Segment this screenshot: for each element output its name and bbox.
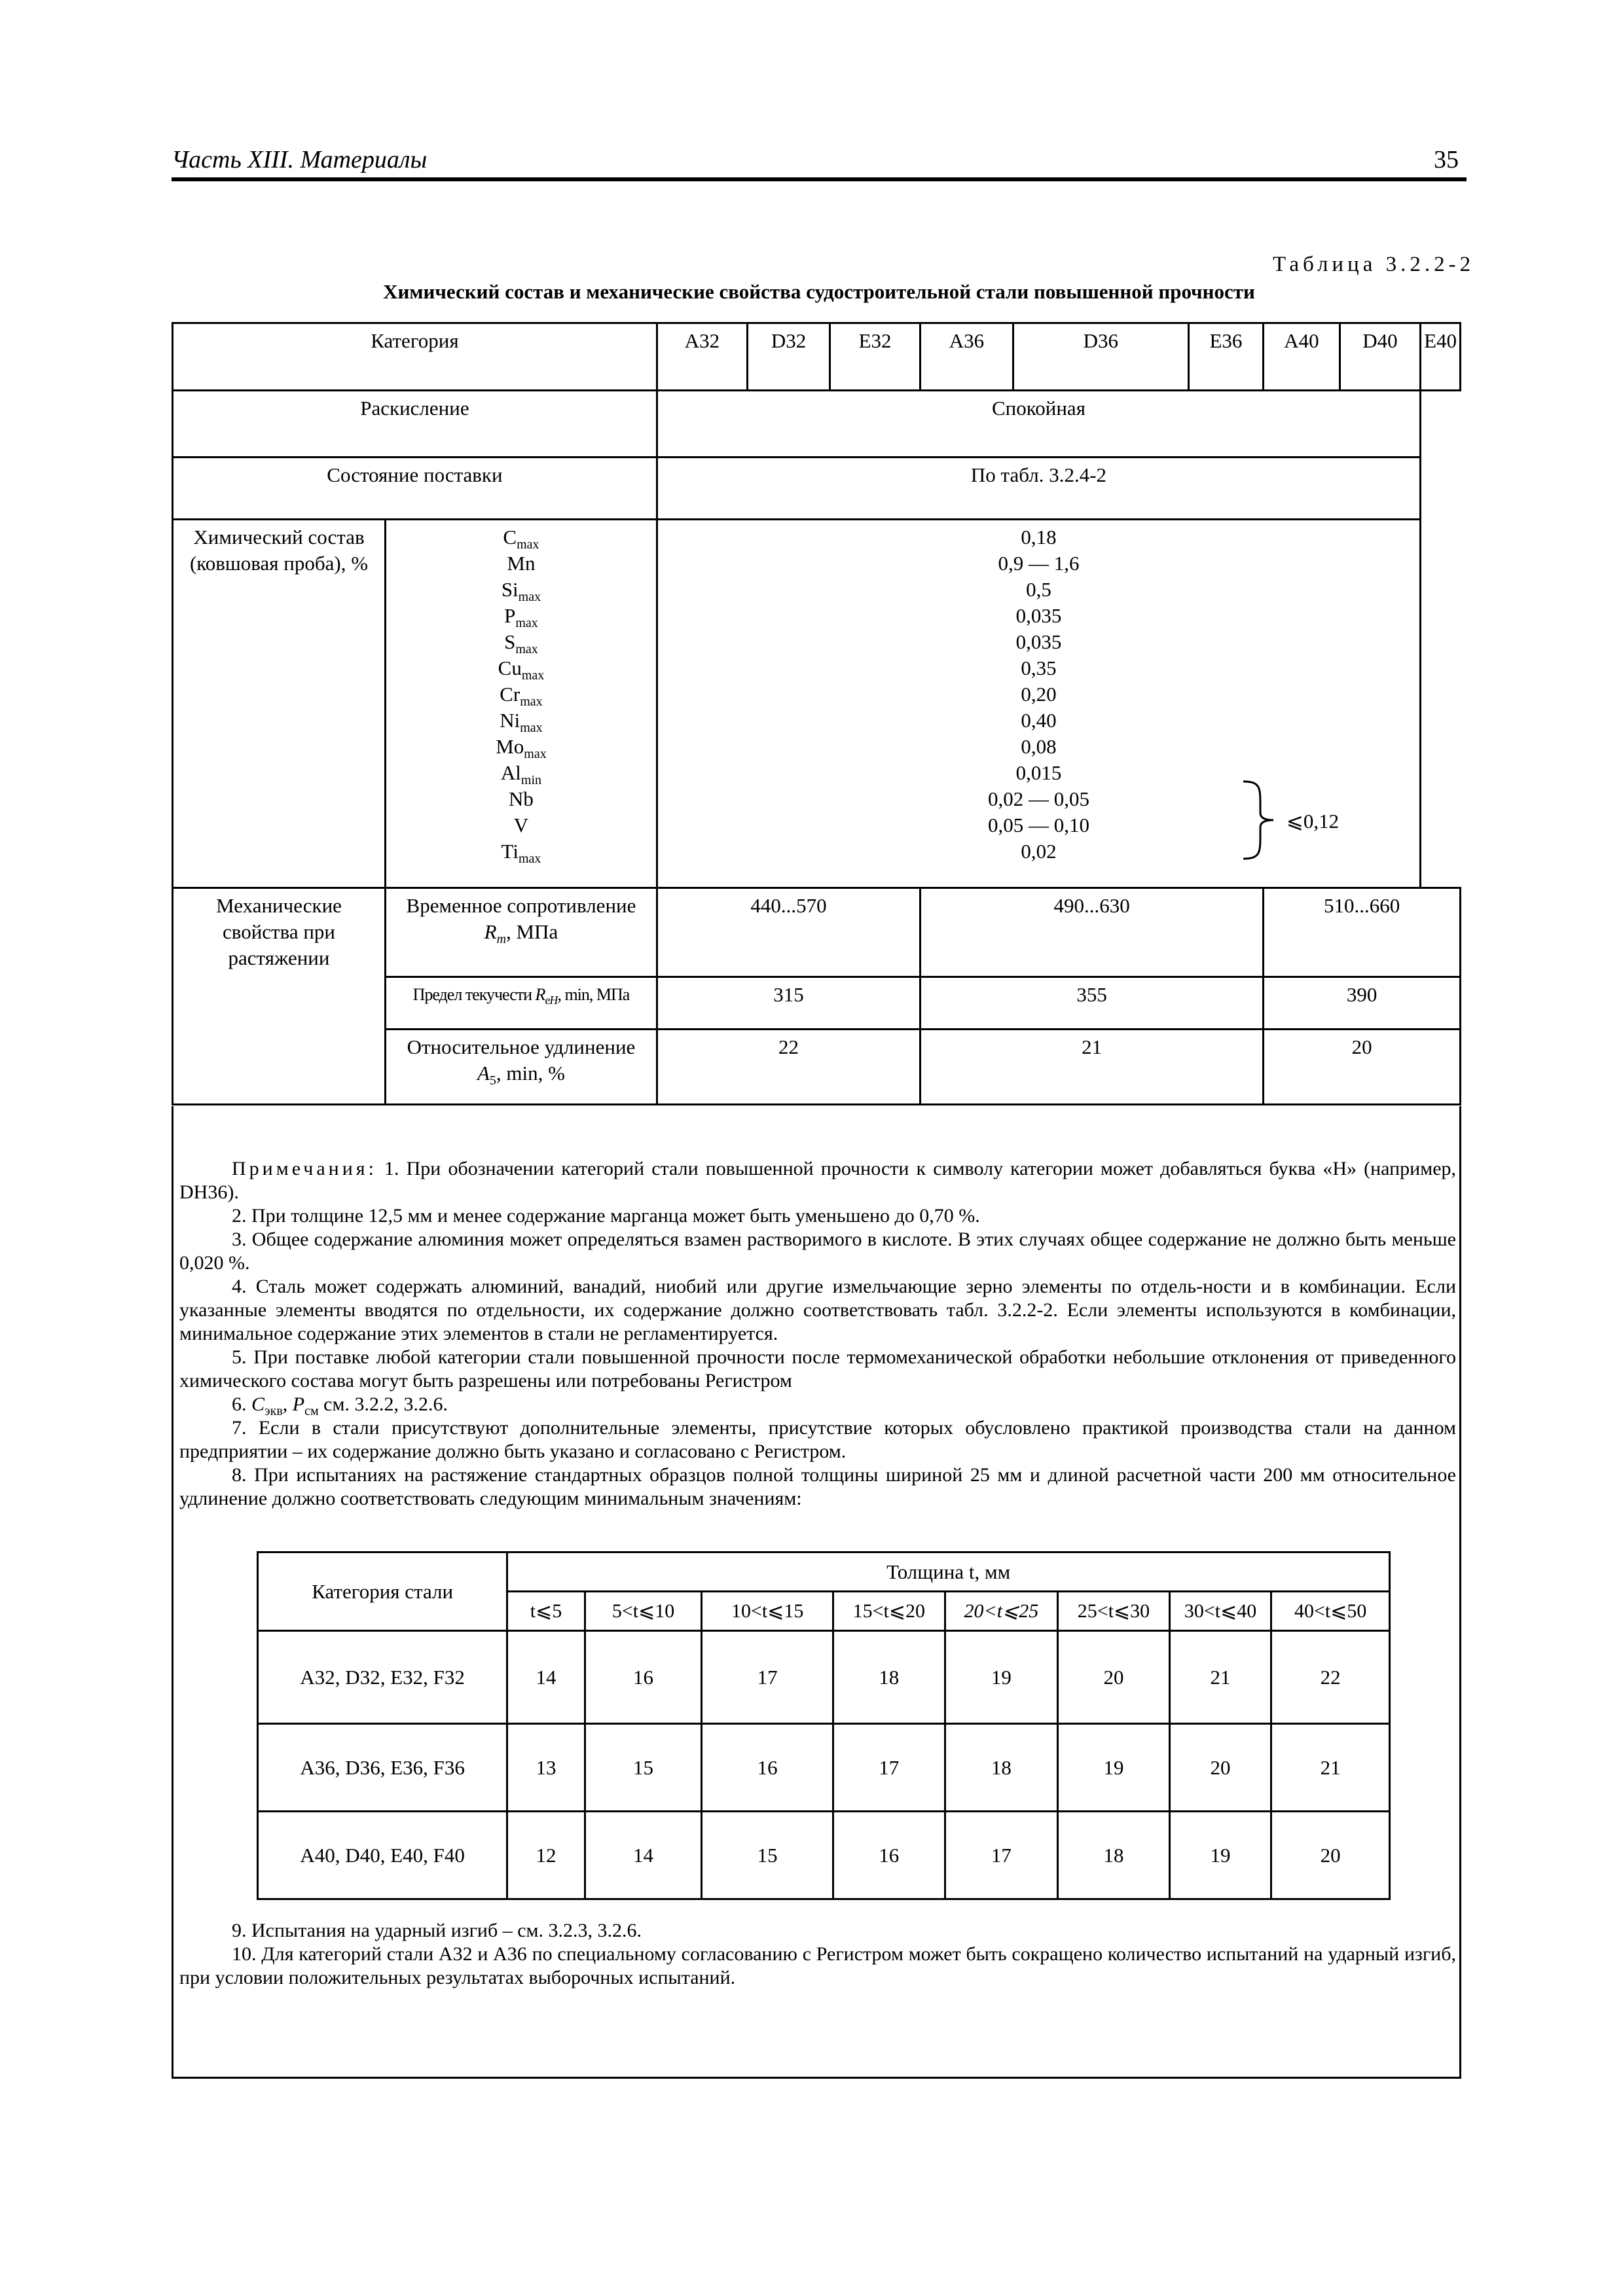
note-3-text: 3. Общее содержание алюминия может определяться взамен растворимого в кислоте. В этих случаях общее содержание не должно быть меньше 0,020 %. — [179, 1229, 1456, 1274]
elongation-value: 19 — [1058, 1724, 1170, 1812]
elongation-value: 13 — [507, 1724, 585, 1812]
element-subscript: max — [521, 668, 545, 683]
running-header-title: Часть XIII. Материалы — [172, 146, 428, 173]
category-row — [173, 323, 1461, 391]
element-symbol: Cr — [500, 683, 520, 706]
table-row — [258, 1724, 1390, 1812]
curly-brace-icon — [1241, 779, 1280, 861]
chem-value: 0,02 — 0,05 — [987, 787, 1089, 810]
tensile-value: 440...570 — [657, 888, 920, 977]
yield-value: 315 — [657, 977, 920, 1030]
chem-value: 0,20 — [1021, 683, 1057, 706]
chem-element — [389, 524, 653, 550]
properties-table — [172, 322, 1461, 1105]
note-2-text: 2. При толщине 12,5 мм и менее содержание марганца может быть уменьшено до 0,70 %. — [232, 1205, 980, 1227]
chem-element — [389, 681, 653, 708]
elongation-value: 22 — [1271, 1631, 1390, 1724]
elongation-value: 18 — [1058, 1812, 1170, 1899]
elongation-value: 19 — [945, 1631, 1058, 1724]
category-cell: D36 — [1013, 323, 1188, 391]
deoxidation-label: Раскисление — [173, 391, 657, 457]
element-symbol: V — [513, 814, 529, 836]
tensile-label — [386, 888, 657, 977]
category-cell: E36 — [1188, 323, 1264, 391]
element-symbol: Cu — [498, 656, 522, 679]
steel-category: A40, D40, E40, F40 — [258, 1812, 507, 1899]
note-7-text: 7. Если в стали присутствуют дополнительные элементы, присутствие которых обусловлено практикой производства стали на данном предприятии – их содержание должно быть указано и согласовано с Регистром. — [179, 1417, 1456, 1462]
chem-element — [389, 812, 653, 838]
note-8 — [179, 1463, 1456, 1511]
chem-element — [389, 577, 653, 603]
elongation-value: 16 — [585, 1631, 702, 1724]
page-number: 35 — [1434, 146, 1459, 173]
elongation-value: 16 — [833, 1812, 945, 1899]
table-row — [258, 1631, 1390, 1724]
chem-value: 0,02 — [1021, 840, 1057, 863]
elongation-value: 21 — [1169, 1631, 1271, 1724]
note-4 — [179, 1275, 1456, 1346]
note-8-text: 8. При испытаниях на растяжение стандартных образцов полной толщины шириной 25 мм и длиной расчетной части 200 мм относительное удлинение должно соответствовать следующим минимальным значениям: — [179, 1464, 1456, 1509]
elongation-value: 21 — [1271, 1724, 1390, 1812]
thickness-range: 10<t⩽15 — [702, 1592, 833, 1631]
chem-element — [389, 786, 653, 812]
elongation-thickness-table — [257, 1551, 1391, 1900]
note-6-prefix: 6. — [232, 1393, 251, 1415]
chem-value: 0,035 — [1015, 604, 1062, 627]
note-5-text: 5. При поставке любой категории стали повышенной прочности после термомеханической обработки небольшие отклонения от приведенного химического состава могут быть разрешены или потребованы Регистром — [179, 1346, 1456, 1391]
elongation-value: 17 — [945, 1812, 1058, 1899]
elongation-value: 15 — [702, 1812, 833, 1899]
tensile-subscript: m — [496, 932, 507, 947]
category-cell: D40 — [1340, 323, 1420, 391]
element-subscript: min — [520, 773, 542, 788]
element-symbol: C — [503, 526, 517, 548]
chem-element — [389, 550, 653, 577]
note-4-text: 4. Сталь может содержать алюминий, ванадий, ниобий или другие измельчающие зерно элементы по отдель-ности и в комбинации. Если указанные элементы вводятся по отдельности, их содержание должно соответствовать табл. 3.2.2-2. Если элементы используются в комбинации, минимальное содержание этих элементов в стали не регламентируется. — [179, 1276, 1456, 1344]
elongation-value: 17 — [702, 1631, 833, 1724]
element-list — [389, 524, 653, 865]
chemical-row — [173, 520, 1461, 888]
yield-subscript: eH — [545, 994, 558, 1007]
chem-element — [389, 734, 653, 760]
element-subscript: max — [515, 642, 538, 657]
note-1 — [179, 1157, 1456, 1204]
tensile-text: Временное сопротивление — [406, 894, 636, 917]
element-subscript: max — [518, 852, 541, 867]
element-subscript: max — [518, 590, 541, 605]
table-row — [258, 1812, 1390, 1899]
yield-value: 355 — [921, 977, 1264, 1030]
chem-value: 0,035 — [1015, 630, 1062, 653]
element-subscript: max — [520, 694, 543, 709]
header-rule — [172, 177, 1467, 181]
thickness-range: t⩽5 — [507, 1592, 585, 1631]
elongation-value: 19 — [1169, 1812, 1271, 1899]
table-caption: Таблица 3.2.2-2 — [1273, 253, 1475, 276]
chem-value: 0,35 — [1021, 656, 1057, 679]
mechanical-label: Механические свойства при растяжении — [173, 888, 386, 1105]
note-6-p-symbol: P — [292, 1393, 305, 1415]
chem-value: 0,015 — [1015, 761, 1062, 784]
tensile-unit: , МПа — [506, 920, 558, 943]
element-symbol: S — [504, 630, 516, 653]
chem-value: 0,18 — [1021, 526, 1057, 548]
chem-value: 0,08 — [1021, 735, 1057, 758]
deoxidation-value: Спокойная — [657, 391, 1420, 457]
thickness-range: 20<t⩽25 — [945, 1592, 1058, 1631]
note-10 — [179, 1943, 1456, 1990]
note-6-rest: см. 3.2.2, 3.2.6. — [318, 1393, 448, 1415]
notes-heading: Примечания: — [232, 1158, 377, 1179]
category-label: Категория — [173, 323, 657, 391]
category-cell: A40 — [1264, 323, 1340, 391]
tensile-symbol: R — [484, 920, 497, 943]
category-cell: E40 — [1421, 323, 1461, 391]
yield-unit: , min, МПа — [557, 985, 630, 1004]
elongation-text: Относительное удлинение — [407, 1035, 636, 1058]
supply-label: Состояние поставки — [173, 457, 657, 520]
chem-element — [389, 655, 653, 681]
chem-element — [389, 760, 653, 786]
supply-row — [173, 457, 1461, 520]
element-symbol: Mn — [507, 552, 536, 575]
chem-value: 0,9 — 1,6 — [998, 552, 1080, 575]
elongation-value: 20 — [1058, 1631, 1170, 1724]
deoxidation-row — [173, 391, 1461, 457]
thickness-range: 25<t⩽30 — [1058, 1592, 1170, 1631]
element-subscript: max — [524, 747, 547, 762]
thickness-label: Толщина t, мм — [507, 1552, 1390, 1592]
chemical-values — [657, 520, 1420, 888]
table-title: Химический состав и механические свойства судостроительной стали повышенной прочности — [383, 280, 1255, 303]
chemical-label: Химический состав (ковшовая проба), % — [173, 520, 386, 888]
elongation-value: 18 — [833, 1631, 945, 1724]
element-subscript: max — [517, 537, 539, 552]
element-subscript: max — [515, 616, 538, 631]
element-symbol: Ni — [500, 709, 520, 732]
element-symbol: Mo — [496, 735, 524, 758]
elongation-value: 20 — [1271, 1812, 1390, 1899]
supply-value: По табл. 3.2.4-2 — [657, 457, 1420, 520]
yield-label — [386, 977, 657, 1030]
thickness-range: 15<t⩽20 — [833, 1592, 945, 1631]
yield-value: 390 — [1264, 977, 1461, 1030]
yield-symbol: R — [535, 985, 545, 1004]
element-subscript: max — [520, 721, 543, 736]
note-1-text: 1. При обозначении категорий стали повышенной прочности к символу категории может добавляться буква «Н» (например, DH36). — [179, 1158, 1457, 1203]
steel-category: A36, D36, E36, F36 — [258, 1724, 507, 1812]
chem-element — [389, 603, 653, 629]
thickness-header-row — [258, 1552, 1390, 1592]
chem-element — [389, 629, 653, 655]
elongation-value: 21 — [921, 1030, 1264, 1105]
thickness-range: 40<t⩽50 — [1271, 1592, 1390, 1631]
chem-element — [389, 708, 653, 734]
elongation-value: 17 — [833, 1724, 945, 1812]
note-6-p-subscript: см — [304, 1404, 319, 1418]
thickness-range: 5<t⩽10 — [585, 1592, 702, 1631]
note-6-c-subscript: экв — [264, 1404, 283, 1418]
element-symbol: P — [504, 604, 516, 627]
elongation-subscript: 5 — [489, 1073, 496, 1088]
elongation-value: 20 — [1169, 1724, 1271, 1812]
elongation-value: 14 — [585, 1812, 702, 1899]
element-symbol: Si — [501, 578, 519, 601]
elongation-unit: , min, % — [496, 1062, 565, 1085]
tensile-value: 510...660 — [1264, 888, 1461, 977]
category-cell: E32 — [830, 323, 921, 391]
elongation-value: 15 — [585, 1724, 702, 1812]
elongation-symbol: A — [477, 1062, 490, 1085]
elongation-value: 22 — [657, 1030, 920, 1105]
note-10-text: 10. Для категорий стали A32 и A36 по специальному согласованию с Регистром может быть сокращено количество испытаний на ударный изгиб, при условии положительных результатах выборочных испытаний. — [179, 1943, 1456, 1988]
note-5 — [179, 1346, 1456, 1393]
note-6-separator: , — [282, 1393, 293, 1415]
elongation-value: 16 — [702, 1724, 833, 1812]
chemical-elements — [386, 520, 657, 888]
chem-value: 0,5 — [1026, 578, 1051, 601]
combined-limit: ⩽0,12 — [1286, 810, 1340, 833]
yield-text: Предел текучести — [412, 985, 536, 1004]
note-7 — [179, 1416, 1456, 1463]
element-symbol: Nb — [509, 787, 534, 810]
tensile-row — [173, 888, 1461, 977]
category-cell: A36 — [921, 323, 1013, 391]
note-2 — [179, 1204, 1456, 1228]
elongation-label — [386, 1030, 657, 1105]
note-6-c-symbol: C — [251, 1393, 265, 1415]
steel-category-label: Категория стали — [258, 1552, 507, 1631]
elongation-value: 18 — [945, 1724, 1058, 1812]
chem-element — [389, 838, 653, 865]
note-9-text: 9. Испытания на ударный изгиб – см. 3.2.3, 3.2.6. — [232, 1920, 642, 1941]
thickness-range: 30<t⩽40 — [1169, 1592, 1271, 1631]
note-9 — [179, 1919, 1456, 1943]
elongation-value: 14 — [507, 1631, 585, 1724]
element-symbol: Ti — [501, 840, 519, 863]
tensile-value: 490...630 — [921, 888, 1264, 977]
category-cell: D32 — [748, 323, 830, 391]
elongation-value: 12 — [507, 1812, 585, 1899]
chem-value: 0,40 — [1021, 709, 1057, 732]
element-symbol: Al — [500, 761, 521, 784]
category-cell: A32 — [657, 323, 747, 391]
elongation-value: 20 — [1264, 1030, 1461, 1105]
steel-category: A32, D32, E32, F32 — [258, 1631, 507, 1724]
note-3 — [179, 1228, 1456, 1275]
chem-value: 0,05 — 0,10 — [987, 814, 1089, 836]
